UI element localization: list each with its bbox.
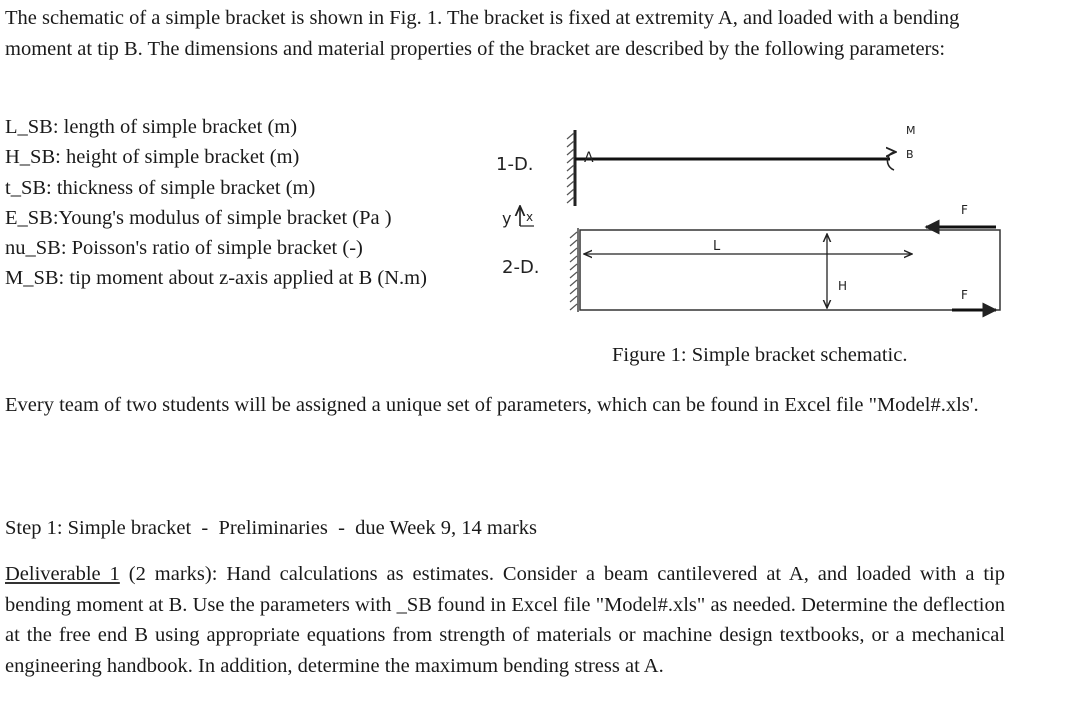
step1-due: due Week 9, 14 marks: [355, 517, 537, 539]
label-h: H: [838, 279, 848, 293]
deliverable-paragraph: [5, 559, 1005, 681]
bracket-schematic-figure: [488, 118, 1008, 328]
label-m: M: [906, 124, 916, 137]
label-y: y: [502, 209, 512, 228]
param-t-sb: t_SB: thickness of simple bracket (m): [5, 177, 316, 199]
param-e-sb: E_SB:Young's modulus of simple bracket (Pa ): [5, 207, 392, 229]
moment-arrow: [887, 152, 896, 170]
step1-separator: -: [201, 517, 209, 539]
step1-heading: [5, 513, 537, 543]
step1-part: Preliminaries: [218, 517, 328, 539]
deliverable-text: (2 marks): Hand calculations as estimates. Consider a beam cantilevered at A, and loaded with a tip bending moment at B. Use the parameters with _SB found in Excel file "Model#.xls" as needed. Determine the deflection at the free end B using appropriate equations from strength of materials or machine design textbooks, or a mechanical engineering handbook. In addition, determine the maximum bending stress at A.: [5, 563, 1005, 677]
figure-caption: Figure 1: Simple bracket schematic.: [612, 344, 908, 366]
bracket-2d: [580, 230, 1000, 310]
label-l: L: [713, 239, 721, 254]
fixed-support-2d: [570, 228, 578, 312]
param-l-sb: L_SB: length of simple bracket (m): [5, 116, 298, 138]
label-x: x: [526, 210, 534, 224]
label-1d: 1-D.: [496, 154, 534, 175]
team-note-paragraph: Every team of two students will be assigned a unique set of parameters, which can be found in Excel file "Model#.xls'.: [5, 394, 979, 416]
param-nu-sb: nu_SB: Poisson's ratio of simple bracket (-): [5, 237, 363, 259]
step1-title: Step 1: Simple bracket: [5, 517, 192, 539]
label-b: B: [906, 148, 914, 161]
label-a: A: [584, 150, 594, 166]
step1-separator: -: [338, 517, 345, 539]
label-f-top: F: [961, 203, 968, 217]
deliverable-label: Deliverable 1: [5, 563, 120, 585]
fixed-support-1d: [567, 130, 575, 206]
label-f-bottom: F: [961, 288, 968, 302]
intro-paragraph: The schematic of a simple bracket is shown in Fig. 1. The bracket is fixed at extremity A, and loaded with a bending moment at tip B. The dimensions and material properties of the bracket are described by the following parameters:: [5, 7, 960, 60]
param-h-sb: H_SB: height of simple bracket (m): [5, 146, 300, 168]
label-2d: 2-D.: [502, 257, 540, 278]
param-m-sb: M_SB: tip moment about z-axis applied at B (N.m): [5, 267, 427, 289]
